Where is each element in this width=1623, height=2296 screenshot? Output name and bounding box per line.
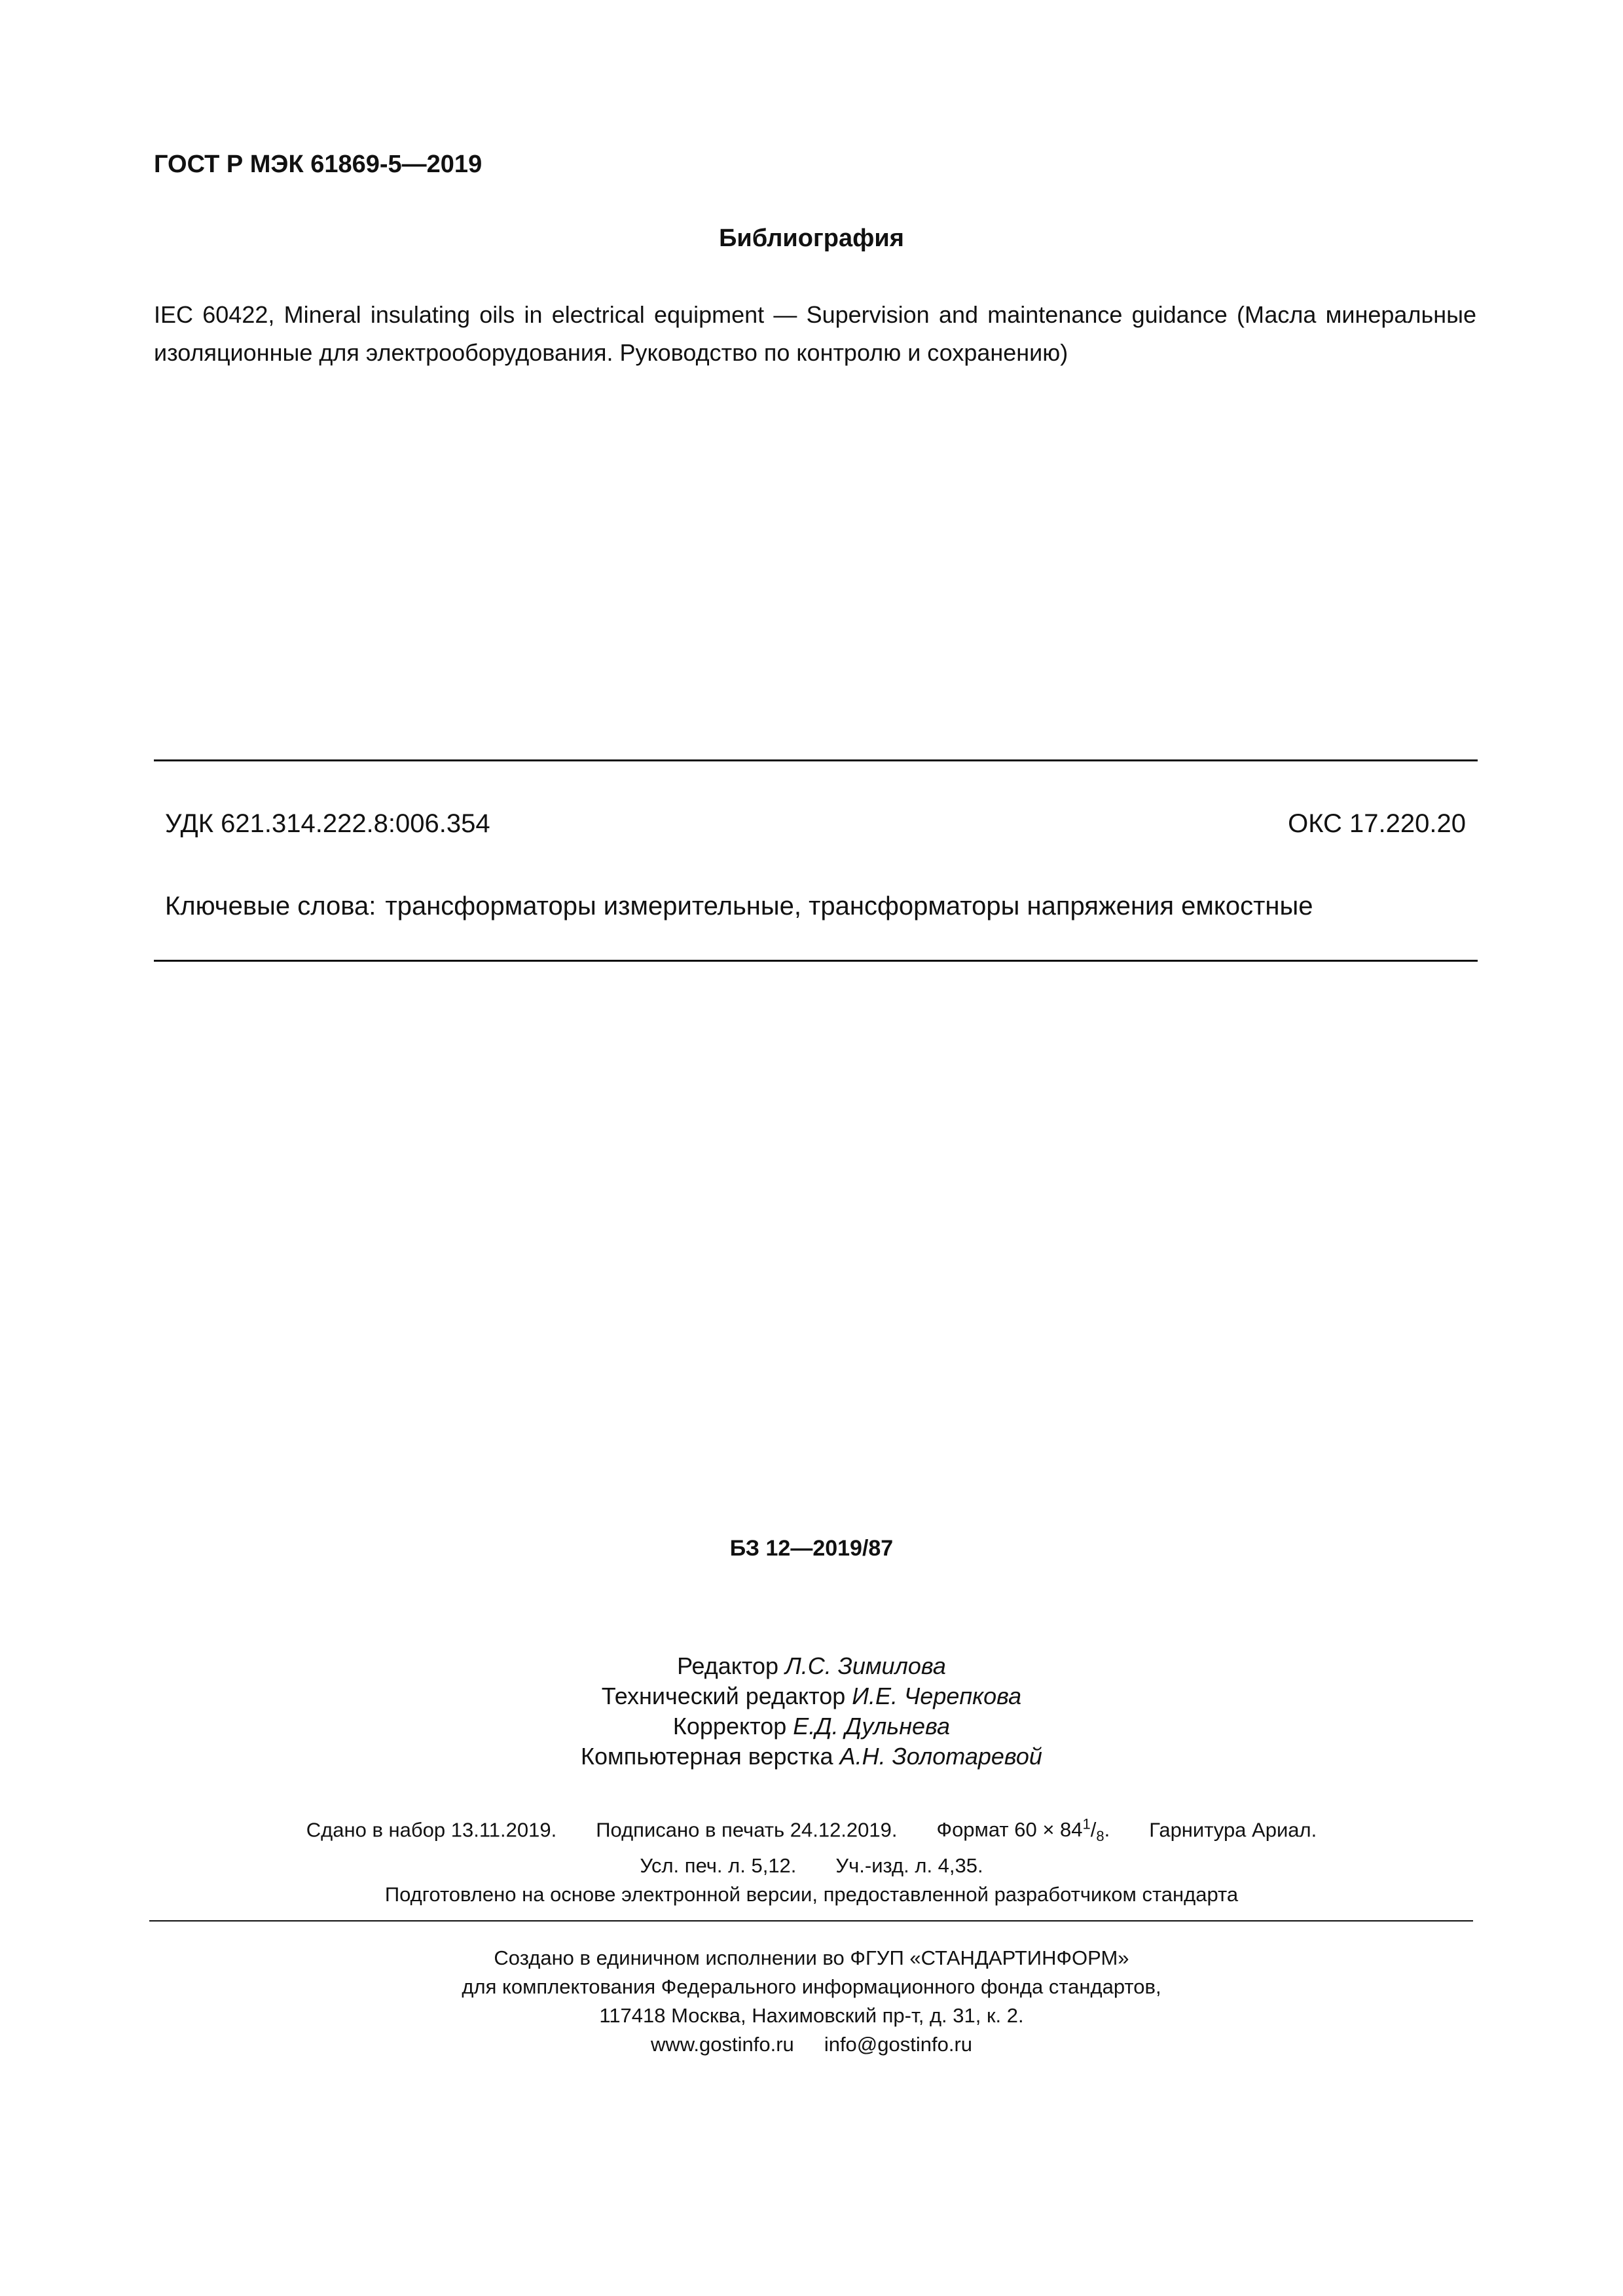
created-line-2: для комплектования Федерального информационного фонда стандартов, — [462, 1975, 1161, 1998]
keywords-line — [165, 892, 1313, 921]
staff-role: Редактор — [677, 1652, 779, 1679]
staff-role: Технический редактор — [601, 1683, 846, 1709]
document-code: ГОСТ Р МЭК 61869-5—2019 — [154, 151, 483, 178]
created-line-3: 117418 Москва, Нахимовский пр-т, д. 31, к. 2. — [599, 2004, 1024, 2027]
typeface: Гарнитура Ариал. — [1149, 1818, 1317, 1842]
bz-number: БЗ 12—2019/87 — [729, 1536, 894, 1561]
staff-role: Корректор — [672, 1713, 787, 1740]
staff-name: И.Е. Черепкова — [852, 1683, 1022, 1709]
staff-name: Е.Д. Дульнева — [793, 1713, 951, 1740]
print-sheets: Усл. печ. л. 5,12. — [640, 1853, 797, 1877]
staff-credits — [0, 1651, 1623, 1772]
bibliography-title: Библиография — [719, 225, 904, 252]
divider-top — [154, 759, 1478, 761]
created-line-1: Создано в единичном исполнении во ФГУП «СТАНДАРТИНФОРМ» — [494, 1946, 1129, 1969]
publ-sheets: Уч.-изд. л. 4,35. — [835, 1853, 983, 1877]
staff-row — [0, 1711, 1623, 1741]
divider-bottom — [149, 1920, 1473, 1922]
staff-row — [0, 1681, 1623, 1711]
staff-row — [0, 1741, 1623, 1772]
staff-role: Компьютерная верстка — [581, 1743, 833, 1770]
oks-code: ОКС 17.220.20 — [1288, 809, 1466, 838]
signed-date: Подписано в печать 24.12.2019. — [596, 1818, 898, 1842]
prepared-note: Подготовлено на основе электронной версии, предоставленной разработчиком стандарта — [384, 1882, 1239, 1906]
bibliography-entry: IEC 60422, Mineral insulating oils in electrical equipment — Supervision and maintenance guidance (Масла минеральные изоляционные для электрооборудования. Руководство по контролю и сохранению) — [154, 301, 1476, 366]
divider-middle — [154, 960, 1478, 962]
keywords-label: Ключевые слова: — [165, 892, 376, 920]
print-info — [0, 1810, 1623, 1909]
print-info-line-1 — [0, 1810, 1623, 1851]
submitted-date: Сдано в набор 13.11.2019. — [306, 1818, 557, 1842]
print-info-line-2 — [0, 1851, 1623, 1880]
created-info — [0, 1944, 1623, 2059]
staff-name: Л.С. Зимилова — [785, 1652, 946, 1679]
staff-row — [0, 1651, 1623, 1681]
staff-name: А.Н. Золотаревой — [839, 1743, 1042, 1770]
contacts — [0, 2030, 1623, 2059]
keywords-value: трансформаторы измерительные, трансформаторы напряжения емкостные — [385, 892, 1313, 920]
email-link[interactable]: info@gostinfo.ru — [824, 2033, 973, 2056]
website-link[interactable]: www.gostinfo.ru — [650, 2033, 794, 2056]
paper-format: Формат $60 \times 84^1/_8$. — [936, 1816, 1110, 1845]
udk-code: УДК 621.314.222.8:006.354 — [165, 809, 490, 838]
